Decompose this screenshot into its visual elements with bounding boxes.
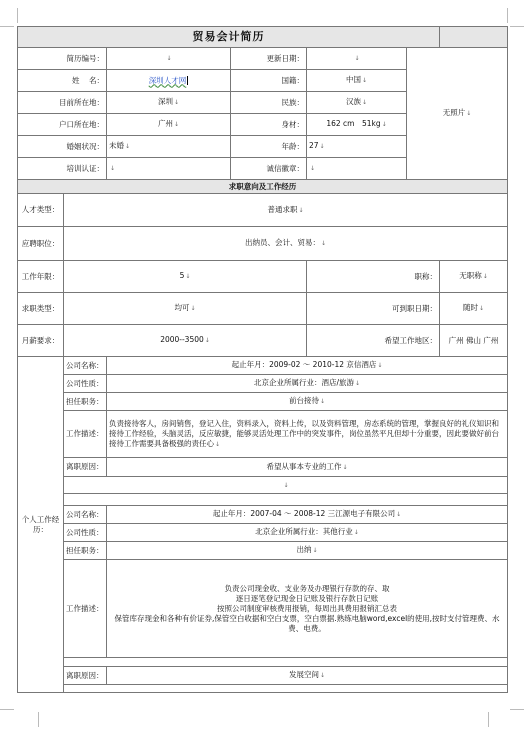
crop-mark-tr-v [507,8,508,23]
salary-label: 月薪要求： [18,325,64,357]
job1-desc[interactable]: 负责接待客人，房间销售，登记入住，资料录入，资料上传，以及资料管理，房态系统的管理，掌握良好的礼仪知识和接待工作经验，头脑灵活，反应敏捷，能够灵活处理工作中的突发事件，岗位虽然平凡但却十分重要，因此要做好前台接待工作需要具备极强的责任心↓ [107,411,508,458]
title-side-cell [440,27,508,48]
job2-spacer [64,658,508,667]
job2-post-label: 担任职务： [64,542,107,560]
crop-mark-br-v [488,712,489,727]
job2-desc[interactable] [107,560,508,658]
location-value[interactable]: 深圳↓ [107,92,231,114]
job-spacer: ↓ [64,477,508,494]
update-date-value[interactable]: ↓ [307,48,407,70]
job1-company-label: 公司名称： [64,357,107,375]
job1-post-label: 担任职务： [64,393,107,411]
name-label: 姓 名： [18,70,107,92]
crop-mark-bl-v [38,712,39,727]
years-value[interactable]: 5↓ [64,261,307,293]
salary-value[interactable]: 2000--3500↓ [64,325,307,357]
photo-cell: 无照片↓ [407,48,508,180]
start-label: 可到职日期： [307,293,440,325]
resume-no-label: 简历编号： [18,48,107,70]
job2-period[interactable]: 起止年月：2007-04 ～ 2008-12 三江源电子有限公司↓ [107,506,508,524]
job1-nature-label: 公司性质： [64,375,107,393]
years-label: 工作年限： [18,261,64,293]
title-label: 职称： [307,261,440,293]
ethnicity-label: 民族： [231,92,307,114]
title-cell [18,27,440,48]
figure-value[interactable]: 162 cm 51kg↓ [307,114,407,136]
jobtype-label: 求职类型： [18,293,64,325]
text-cursor [187,76,188,85]
job1-leave[interactable]: 希望从事本专业的工作↓ [107,458,508,477]
job2-company-label: 公司名称： [64,506,107,524]
hukou-label: 户口所在地： [18,114,107,136]
position-label: 应聘职位： [18,227,64,261]
job2-industry[interactable]: 北京企业所属行业：其他行业↓ [107,524,508,542]
title-value[interactable]: 无职称↓ [440,261,508,293]
jobtype-value[interactable]: 均可↓ [64,293,307,325]
job-spacer-2 [64,494,508,506]
crop-mark-br-h [510,709,524,710]
resume-page [17,26,507,706]
job1-leave-label: 离职原因： [64,458,107,477]
job2-desc-line: 逐日逐笔登记现金日记账及银行存款日记账 [235,593,379,603]
crop-mark-bl-h [0,709,14,710]
job2-nature-label: 公司性质： [64,524,107,542]
resume-no-value[interactable]: ↓ [107,48,231,70]
position-value[interactable]: 出纳员、会计、贸易：↓ [64,227,508,261]
marital-value[interactable]: 未婚↓ [107,136,231,158]
job2-desc-line: 按照公司制度审核费用报销，每周出具费用报销汇总表 [217,603,398,613]
location-label: 目前所在地： [18,92,107,114]
age-label: 年龄： [231,136,307,158]
job1-period[interactable]: 起止年月：2009-02 ～ 2010-12 京信酒店↓ [107,357,508,375]
resume-title: 贸易会计简历 [192,29,265,43]
figure-label: 身材： [231,114,307,136]
job1-post[interactable]: 前台接待↓ [107,393,508,411]
area-label: 希望工作地区： [307,325,440,357]
area-value[interactable]: 广州 佛山 广州 [440,325,508,357]
name-value[interactable]: 深圳人才网 [107,70,231,92]
resume-table [17,26,508,693]
nationality-label: 国籍： [231,70,307,92]
job2-post[interactable]: 出纳↓ [107,542,508,560]
cert-value[interactable]: ↓ [107,158,231,180]
job1-industry[interactable]: 北京企业所属行业：酒店/旅游↓ [107,375,508,393]
ethnicity-value[interactable]: 汉族↓ [307,92,407,114]
cert-label: 培训认证： [18,158,107,180]
marital-label: 婚姻状况： [18,136,107,158]
crop-mark-tr-h [510,26,524,27]
job1-desc-label: 工作描述： [64,411,107,458]
job2-desc-line: 保管库存现金和各种有价证券,保管空白收据和空白支票，空白票据.熟练电脑word,excel的使用,按时支付管理费、水费、电费。 [114,613,500,633]
talent-type-label: 人才类型： [18,194,64,227]
experience-section-label: 个人工作经历： [18,357,64,693]
nationality-value[interactable]: 中国↓ [307,70,407,92]
crop-mark-tl-v [17,8,18,23]
table-bottom-spacer [64,685,508,693]
intent-section-header: 求职意向及工作经历 [18,180,508,194]
talent-type-value[interactable]: 普通求职↓ [64,194,508,227]
job2-desc-label: 工作描述： [64,560,107,658]
credit-label: 诚信徽章： [231,158,307,180]
update-date-label: 更新日期： [231,48,307,70]
job2-desc-line: 负责公司现金收、支业务及办理银行存款的存、取 [224,583,390,593]
age-value[interactable]: 27↓ [307,136,407,158]
job2-leave[interactable]: 发展空间↓ [107,667,508,685]
job2-leave-label: 离职原因： [64,667,107,685]
credit-value[interactable]: ↓ [307,158,407,180]
start-value[interactable]: 随时↓ [440,293,508,325]
hukou-value[interactable]: 广州↓ [107,114,231,136]
photo-placeholder: 无照片 [442,108,466,117]
crop-mark-tl-h [0,26,14,27]
